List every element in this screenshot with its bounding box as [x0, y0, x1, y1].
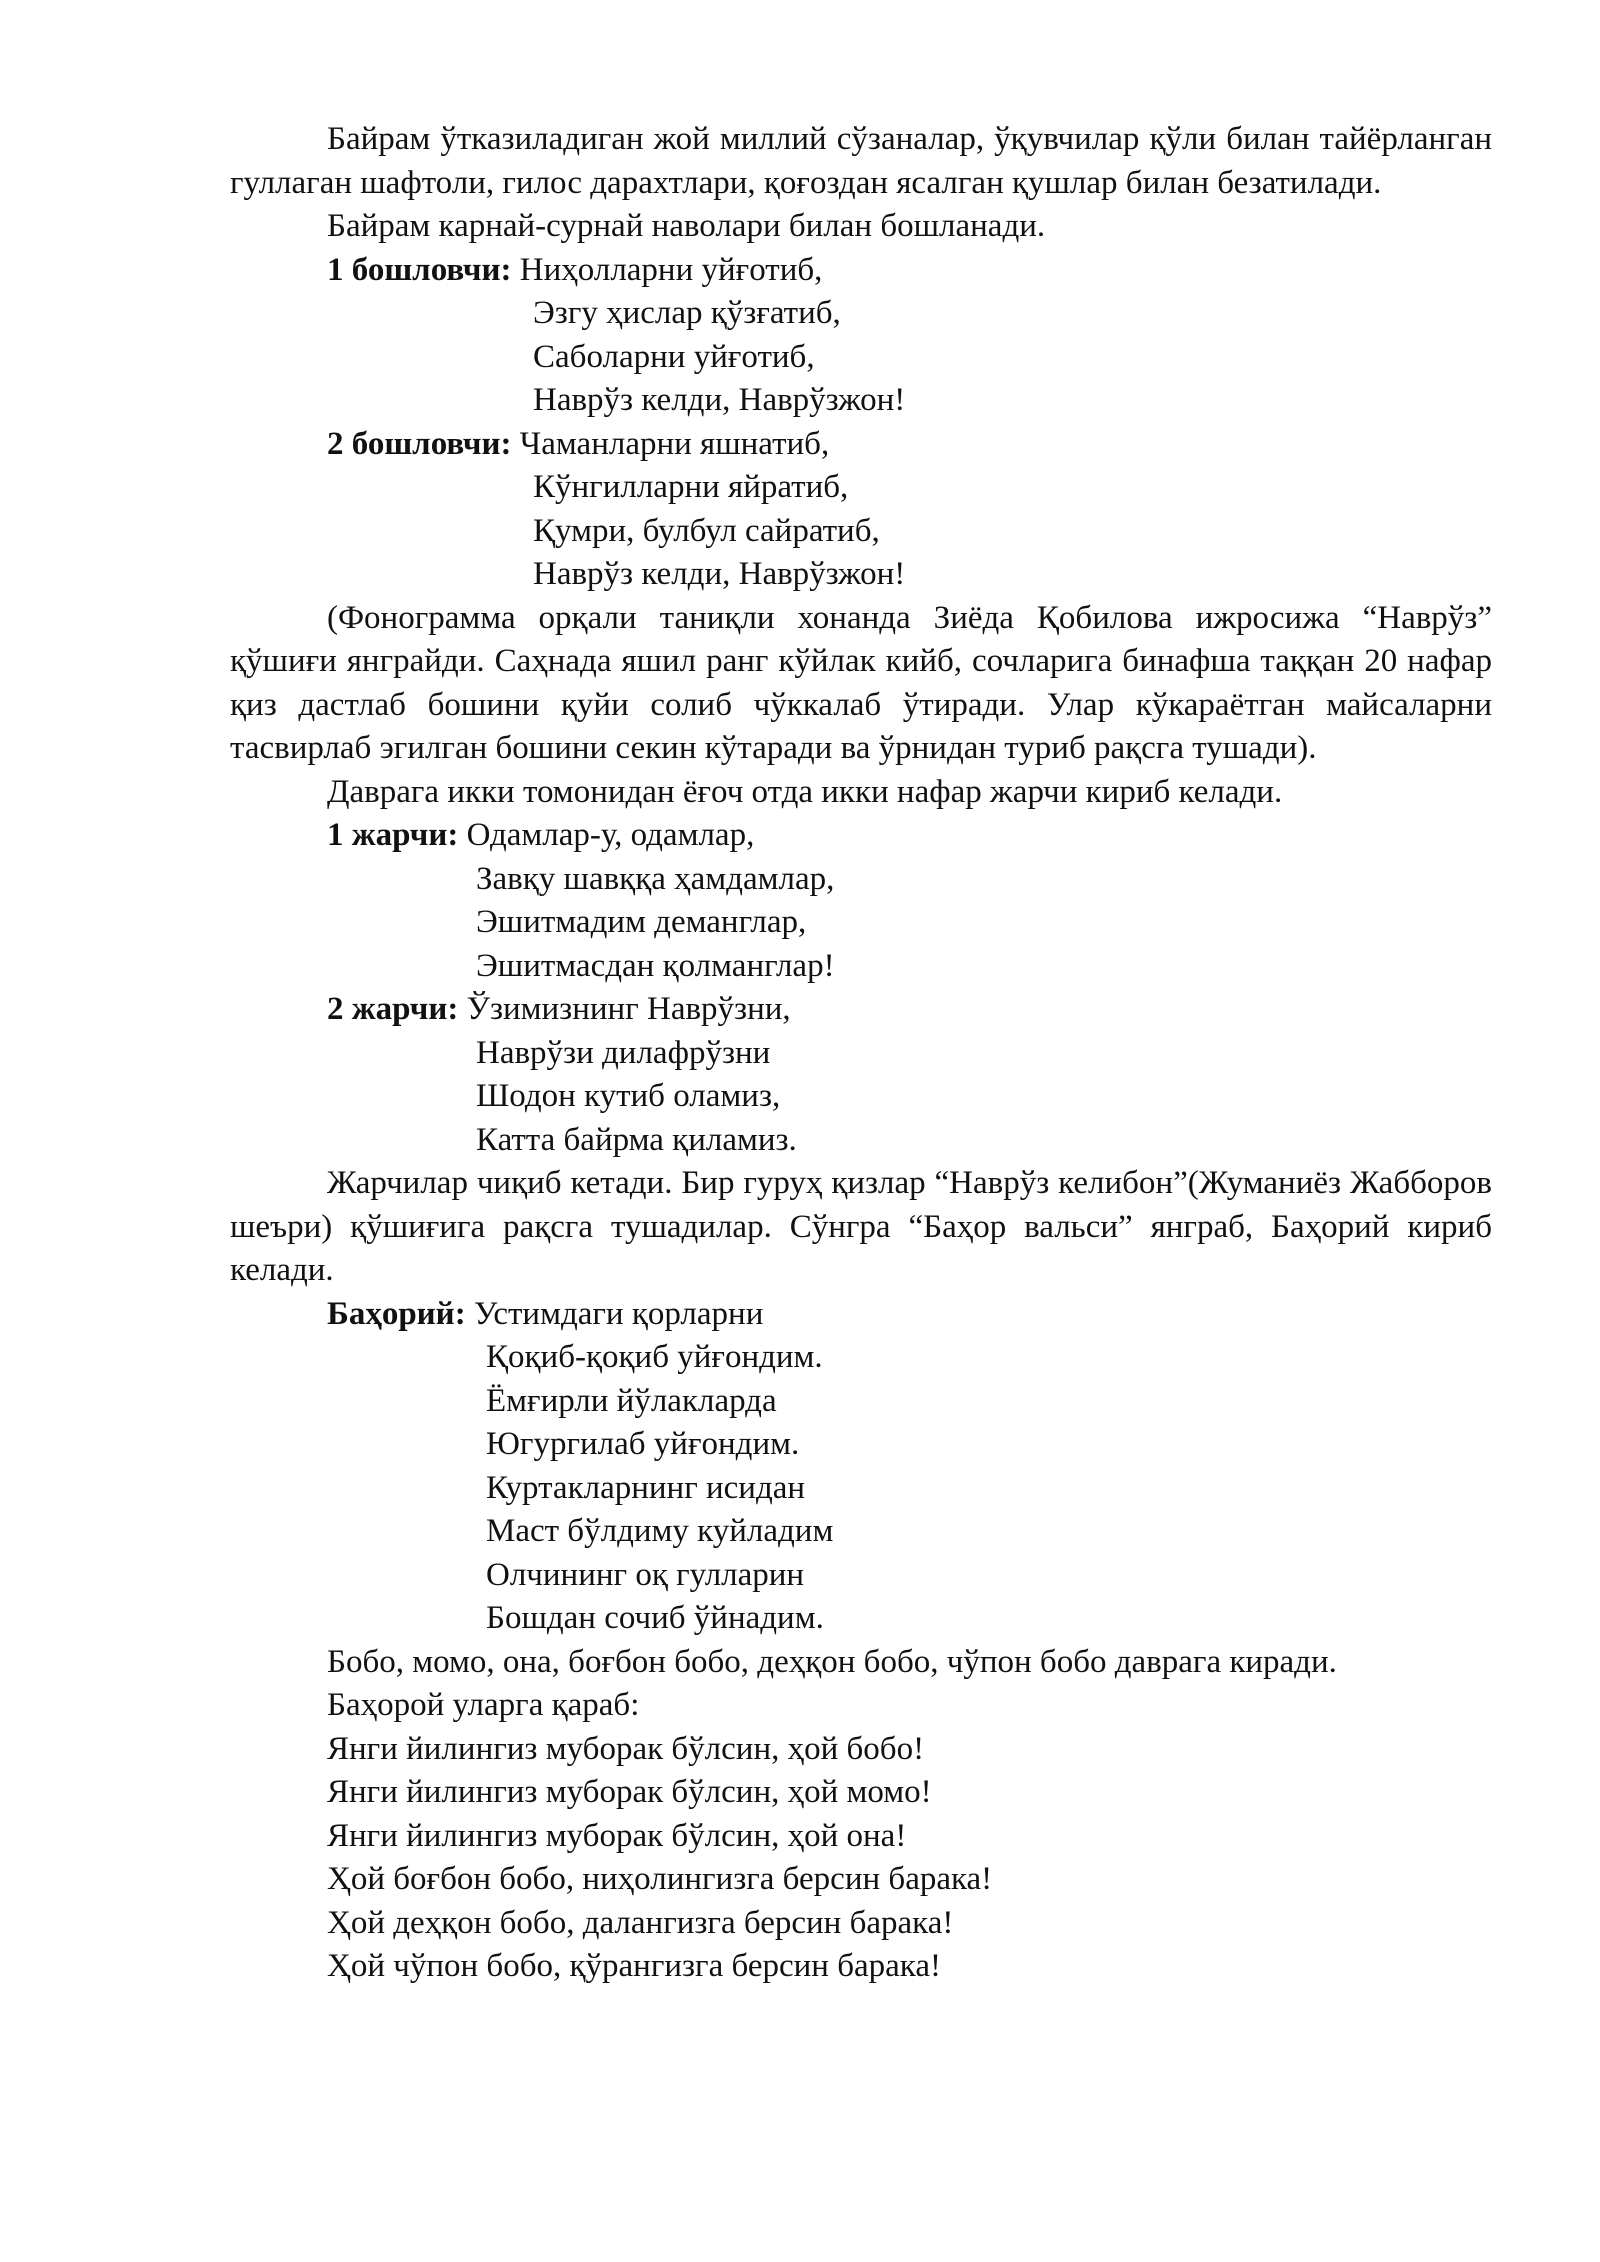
verse-line: Наврўзи дилафрўзни [476, 1034, 771, 1071]
blessing-line: Ҳой деҳқон бобо, далангизга берсин барака! [327, 1904, 954, 1941]
blessing-line: Ҳой боғбон бобо, ниҳолингизга берсин барака! [327, 1861, 993, 1897]
family-enters-line: Бобо, момо, она, боғбон бобо, деҳқон бобо, чўпон бобо даврага киради. [327, 1643, 1337, 1680]
document-body [230, 118, 1492, 1989]
verse-line: Наврўз келди, Наврўзжон! [533, 556, 906, 592]
speaker-label: 1 жарчи: [327, 817, 459, 853]
presenter-1-line [230, 249, 1492, 293]
verse-line: Кўнгилларни яйратиб, [533, 469, 849, 505]
verse-line: Қумри, булбул сайратиб, [533, 512, 880, 549]
verse-line: Катта байрма қиламиз. [476, 1121, 797, 1158]
verse-line: Куртакларнинг исидан [486, 1469, 806, 1506]
presenter-2-line [230, 423, 1492, 467]
dance-paragraph: Жарчилар чиқиб кетади. Бир гуруҳ қизлар “Наврўз келибон”(Жуманиёз Жабборов шеъри) қўшиғига рақсга тушадилар. Сўнгра “Баҳор вальси” янграб, Баҳорий кириб келади. [230, 1165, 1492, 1288]
verse-line: Наврўз келди, Наврўзжон! [533, 382, 906, 418]
speaker-label: 1 бошловчи: [327, 251, 512, 288]
verse-line: Устимдаги қорларни [473, 1295, 764, 1332]
herald-2-line [230, 988, 1492, 1032]
opening-paragraph: Байрам карнай-сурнай наволари билан бошланади. [327, 208, 1046, 244]
bahoroy-line: Баҳорой уларга қараб: [327, 1687, 640, 1723]
speaker-label: Баҳорий: [327, 1295, 466, 1332]
verse-line: Чаманларни яшнатиб, [519, 425, 830, 462]
verse-line: Шодон кутиб оламиз, [476, 1078, 781, 1114]
greeting-line: Янги йилингиз муборак бўлсин, ҳой момо! [327, 1774, 932, 1810]
herald-1-line [230, 814, 1492, 858]
verse-line: Олчининг оқ гулларин [486, 1556, 805, 1593]
verse-line: Ёмғирли йўлакларда [486, 1382, 777, 1419]
verse-line: Ниҳолларни уйғотиб, [519, 251, 823, 288]
greeting-line: Янги йилингиз муборак бўлсин, ҳой бобо! [327, 1730, 925, 1767]
verse-line: Эшитмадим деманглар, [476, 904, 807, 940]
speaker-label: 2 жарчи: [327, 991, 459, 1027]
verse-line: Ўзимизнинг Наврўзни, [466, 991, 791, 1027]
verse-line: Завқу шавққа ҳамдамлар, [476, 860, 835, 897]
greeting-line: Янги йилингиз муборак бўлсин, ҳой она! [327, 1817, 907, 1854]
verse-line: Маст бўлдиму куйладим [486, 1513, 834, 1549]
verse-line: Саболарни уйғотиб, [533, 338, 815, 375]
bahoriy-line [230, 1293, 1492, 1337]
blessing-line: Ҳой чўпон бобо, қўрангизга берсин барака! [327, 1948, 941, 1984]
phonogram-paragraph: (Фонограмма орқали таниқли хонанда Зиёда Қобилова ижросижа “Наврўз” қўшиғи янграйди. Саҳнада яшил ранг кўйлак кийб, сочларига бинафша таққан 20 нафар қиз дастлаб бошини қуйи солиб чўккалаб ўтиради. Улар кўкараётган майсаларни тасвирлаб эгилган бошини секин кўтаради ва ўрнидан туриб рақсга тушади). [230, 599, 1492, 766]
verse-line: Эшитмасдан қолманглар! [476, 947, 835, 984]
speaker-label: 2 бошловчи: [327, 425, 512, 462]
heralds-enter-paragraph: Даврага икки томонидан ёғоч отда икки нафар жарчи кириб келади. [327, 773, 1283, 810]
verse-line: Одамлар-у, одамлар, [466, 817, 755, 853]
verse-line: Эзгу ҳислар қўзғатиб, [533, 295, 841, 331]
verse-line: Қоқиб-қоқиб уйғондим. [486, 1339, 823, 1375]
verse-line: Бошдан сочиб ўйнадим. [486, 1600, 824, 1636]
intro-paragraph: Байрам ўтказиладиган жой миллий сўзаналар, ўқувчилар қўли билан тайёрланган гуллаган шафтоли, гилос дарахтлари, қоғоздан ясалган қушлар билан безатилади. [230, 121, 1492, 201]
verse-line: Югургилаб уйғондим. [486, 1426, 800, 1462]
